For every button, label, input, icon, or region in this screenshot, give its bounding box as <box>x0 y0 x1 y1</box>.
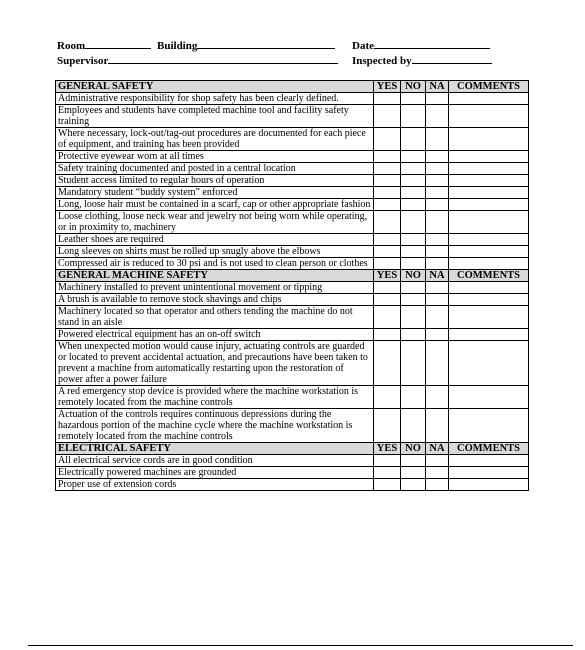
building-input-line[interactable] <box>197 38 335 49</box>
checklist-item-text: Proper use of extension cords <box>56 479 374 491</box>
section-header-row <box>56 81 529 93</box>
checklist-row <box>56 211 529 234</box>
na-cell[interactable] <box>426 151 449 163</box>
yes-cell[interactable] <box>374 409 401 443</box>
room-field <box>57 38 151 52</box>
checklist-row <box>56 128 529 151</box>
yes-cell[interactable] <box>374 282 401 294</box>
na-cell[interactable] <box>426 246 449 258</box>
comments-column-header: COMMENTS <box>449 81 529 93</box>
no-cell[interactable] <box>401 151 426 163</box>
checklist-item-text: Mandatory student “buddy system” enforced <box>56 187 374 199</box>
checklist-row <box>56 409 529 443</box>
no-cell[interactable] <box>401 455 426 467</box>
supervisor-input-line[interactable] <box>108 53 338 64</box>
comments-cell[interactable] <box>449 105 529 128</box>
comments-cell[interactable] <box>449 329 529 341</box>
comments-cell[interactable] <box>449 246 529 258</box>
na-cell[interactable] <box>426 282 449 294</box>
comments-cell[interactable] <box>449 163 529 175</box>
comments-cell[interactable] <box>449 455 529 467</box>
no-cell[interactable] <box>401 306 426 329</box>
checklist-item-text: Actuation of the controls requires continuous depressions during the hazardous portion of the machine cycle where the machine workstation is remotely located from the machine controls <box>56 409 374 443</box>
comments-cell[interactable] <box>449 479 529 491</box>
na-cell[interactable] <box>426 211 449 234</box>
na-cell[interactable] <box>426 386 449 409</box>
checklist-item-text: Long sleeves on shirts must be rolled up snugly above the elbows <box>56 246 374 258</box>
no-cell[interactable] <box>401 329 426 341</box>
date-input-line[interactable] <box>374 38 490 49</box>
na-cell[interactable] <box>426 409 449 443</box>
na-cell[interactable] <box>426 329 449 341</box>
no-cell[interactable] <box>401 294 426 306</box>
na-cell[interactable] <box>426 105 449 128</box>
comments-cell[interactable] <box>449 151 529 163</box>
no-cell[interactable] <box>401 128 426 151</box>
na-cell[interactable] <box>426 93 449 105</box>
checklist-row <box>56 306 529 329</box>
checklist-item-text: Where necessary, lock-out/tag-out procedures are documented for each piece of equipment, and training has been provided <box>56 128 374 151</box>
yes-cell[interactable] <box>374 105 401 128</box>
checklist-item-text: Long, loose hair must be contained in a scarf, cap or other appropriate fashion <box>56 199 374 211</box>
yes-column-header: YES <box>374 270 401 282</box>
no-cell[interactable] <box>401 282 426 294</box>
no-cell[interactable] <box>401 234 426 246</box>
checklist-item-text: Student access limited to regular hours of operation <box>56 175 374 187</box>
room-input-line[interactable] <box>85 38 151 49</box>
checklist-row <box>56 105 529 128</box>
section-title: ELECTRICAL SAFETY <box>56 443 374 455</box>
yes-cell[interactable] <box>374 234 401 246</box>
checklist-item-text: Electrically powered machines are grounded <box>56 467 374 479</box>
supervisor-label: Supervisor <box>57 55 109 67</box>
checklist-row <box>56 467 529 479</box>
no-cell[interactable] <box>401 93 426 105</box>
comments-cell[interactable] <box>449 258 529 270</box>
checklist-row <box>56 234 529 246</box>
no-column-header: NO <box>401 81 426 93</box>
section-title: GENERAL SAFETY <box>56 81 374 93</box>
comments-cell[interactable] <box>449 211 529 234</box>
section-header-row <box>56 270 529 282</box>
comments-cell[interactable] <box>449 341 529 386</box>
no-cell[interactable] <box>401 163 426 175</box>
na-cell[interactable] <box>426 306 449 329</box>
yes-column-header: YES <box>374 443 401 455</box>
no-cell[interactable] <box>401 409 426 443</box>
na-column-header: NA <box>426 270 449 282</box>
checklist-row <box>56 341 529 386</box>
yes-column-header: YES <box>374 81 401 93</box>
yes-cell[interactable] <box>374 175 401 187</box>
checklist-item-text: Powered electrical equipment has an on-off switch <box>56 329 374 341</box>
checklist-row <box>56 455 529 467</box>
yes-cell[interactable] <box>374 211 401 234</box>
checklist-item-text: A red emergency stop device is provided where the machine workstation is remotely located from the machine controls <box>56 386 374 409</box>
checklist-row <box>56 199 529 211</box>
na-cell[interactable] <box>426 341 449 386</box>
checklist-item-text: Protective eyewear worn at all times <box>56 151 374 163</box>
checklist-item-text: Employees and students have completed machine tool and facility safety training <box>56 105 374 128</box>
no-cell[interactable] <box>401 467 426 479</box>
checklist-row <box>56 479 529 491</box>
no-cell[interactable] <box>401 341 426 386</box>
checklist-item-text: Loose clothing, loose neck wear and jewelry not being worn while operating, or in proximity to, machinery <box>56 211 374 234</box>
comments-cell[interactable] <box>449 409 529 443</box>
inspected-by-label: Inspected by <box>352 55 412 67</box>
na-cell[interactable] <box>426 467 449 479</box>
yes-cell[interactable] <box>374 93 401 105</box>
no-cell[interactable] <box>401 211 426 234</box>
comments-cell[interactable] <box>449 294 529 306</box>
na-cell[interactable] <box>426 455 449 467</box>
yes-cell[interactable] <box>374 294 401 306</box>
page-bottom-rule <box>28 645 573 646</box>
na-cell[interactable] <box>426 234 449 246</box>
checklist-row <box>56 187 529 199</box>
no-cell[interactable] <box>401 479 426 491</box>
comments-cell[interactable] <box>449 199 529 211</box>
date-field <box>352 38 490 52</box>
room-label: Room <box>57 40 86 52</box>
supervisor-field <box>57 53 338 67</box>
checklist-row <box>56 163 529 175</box>
inspected-by-input-line[interactable] <box>412 53 492 64</box>
no-cell[interactable] <box>401 105 426 128</box>
na-cell[interactable] <box>426 294 449 306</box>
checklist-row <box>56 246 529 258</box>
no-cell[interactable] <box>401 246 426 258</box>
checklist-item-text: Machinery located so that operator and others tending the machine do not stand in an aisle <box>56 306 374 329</box>
yes-cell[interactable] <box>374 151 401 163</box>
yes-cell[interactable] <box>374 306 401 329</box>
na-column-header: NA <box>426 443 449 455</box>
comments-cell[interactable] <box>449 93 529 105</box>
no-cell[interactable] <box>401 199 426 211</box>
comments-cell[interactable] <box>449 187 529 199</box>
checklist-row <box>56 93 529 105</box>
checklist-item-text: Machinery installed to prevent unintentional movement or tipping <box>56 282 374 294</box>
checklist-row <box>56 294 529 306</box>
comments-column-header: COMMENTS <box>449 443 529 455</box>
building-field <box>157 38 335 52</box>
checklist-item-text: Safety training documented and posted in a central location <box>56 163 374 175</box>
checklist-item-text: Leather shoes are required <box>56 234 374 246</box>
comments-cell[interactable] <box>449 467 529 479</box>
na-cell[interactable] <box>426 199 449 211</box>
checklist-item-text: All electrical service cords are in good condition <box>56 455 374 467</box>
yes-cell[interactable] <box>374 258 401 270</box>
na-cell[interactable] <box>426 128 449 151</box>
comments-cell[interactable] <box>449 306 529 329</box>
no-cell[interactable] <box>401 187 426 199</box>
yes-cell[interactable] <box>374 386 401 409</box>
checklist-item-text: Compressed air is reduced to 30 psi and is not used to clean person or clothes <box>56 258 374 270</box>
checklist-row <box>56 151 529 163</box>
safety-checklist-table <box>55 80 529 491</box>
comments-cell[interactable] <box>449 386 529 409</box>
checklist-row <box>56 282 529 294</box>
checklist-row <box>56 329 529 341</box>
inspected-by-field <box>352 53 492 67</box>
comments-column-header: COMMENTS <box>449 270 529 282</box>
yes-cell[interactable] <box>374 163 401 175</box>
checklist-item-text: When unexpected motion would cause injury, actuating controls are guarded or located to prevent accidental actuation, and precautions have been taken to prevent a machine from automatically restarting upon the restoration of power after a power failure <box>56 341 374 386</box>
na-cell[interactable] <box>426 175 449 187</box>
no-column-header: NO <box>401 270 426 282</box>
yes-cell[interactable] <box>374 479 401 491</box>
yes-cell[interactable] <box>374 467 401 479</box>
na-cell[interactable] <box>426 479 449 491</box>
na-cell[interactable] <box>426 258 449 270</box>
yes-cell[interactable] <box>374 329 401 341</box>
yes-cell[interactable] <box>374 187 401 199</box>
no-cell[interactable] <box>401 258 426 270</box>
section-title: GENERAL MACHINE SAFETY <box>56 270 374 282</box>
comments-cell[interactable] <box>449 175 529 187</box>
section-header-row <box>56 443 529 455</box>
checklist-item-text: A brush is available to remove stock shavings and chips <box>56 294 374 306</box>
yes-cell[interactable] <box>374 246 401 258</box>
comments-cell[interactable] <box>449 234 529 246</box>
checklist-body <box>56 81 529 491</box>
yes-cell[interactable] <box>374 341 401 386</box>
na-cell[interactable] <box>426 187 449 199</box>
checklist-item-text: Administrative responsibility for shop safety has been clearly defined. <box>56 93 374 105</box>
comments-cell[interactable] <box>449 128 529 151</box>
checklist-row <box>56 386 529 409</box>
no-cell[interactable] <box>401 175 426 187</box>
yes-cell[interactable] <box>374 199 401 211</box>
building-label: Building <box>157 40 198 52</box>
checklist-row <box>56 258 529 270</box>
checklist-row <box>56 175 529 187</box>
yes-cell[interactable] <box>374 128 401 151</box>
na-cell[interactable] <box>426 163 449 175</box>
no-cell[interactable] <box>401 386 426 409</box>
yes-cell[interactable] <box>374 455 401 467</box>
na-column-header: NA <box>426 81 449 93</box>
no-column-header: NO <box>401 443 426 455</box>
date-label: Date <box>352 40 374 52</box>
comments-cell[interactable] <box>449 282 529 294</box>
